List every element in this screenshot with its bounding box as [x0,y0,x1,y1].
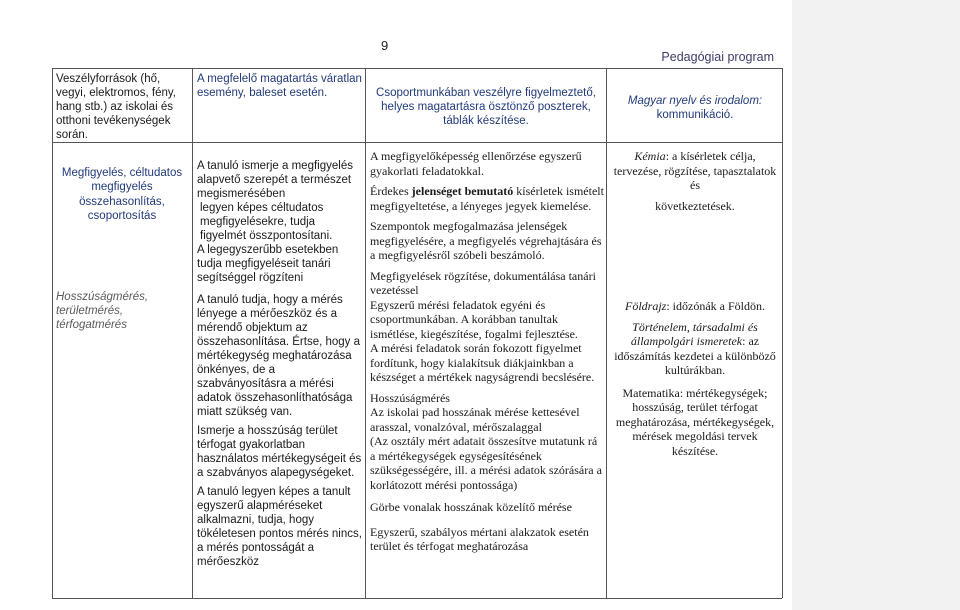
table-bottom-border [52,598,782,599]
requirement-text: A tanuló legyen képes a tanult egyszerű alapméréseket alkalmazni, tudja, hogy tökéletesen pontos mérés nincs, a mérés pontosságát a mérőeszköz [197,486,362,568]
activity-text: Görbe vonalak hosszának közelítő mérése [370,500,572,514]
side-margin [792,0,960,610]
row1-connections-text: kommunikáció. [656,109,734,121]
connections-column [610,149,780,458]
topic-comparison: összehasonlítás, csoportosítás [79,196,165,222]
connection-history [610,320,780,378]
header-title: Pedagógiai program [661,50,774,64]
requirement-text: Ismerje a hosszúság terület térfogat gyakorlatban használatos mértékegységeit és a szabványos alapegységeket. [197,425,362,479]
connection-text: : az időszámítás kezdetei a különböző kultúrákban. [614,334,776,377]
connection-text: következtetések. [655,198,735,213]
activity-text: (Az osztály mért adatait összesítve mutatunk rá a mértékegységek egységesítésének szükségességére, ill. a mérési adatok szórására a korlátozott mérési pontossága) [370,434,602,492]
requirements-column [197,159,362,569]
activity-text: A mérési feladatok során fokozott figyelmet fordítunk, hogy kialakítsuk diákjainkban a készséget a mértékek nagyságrendi becslésére. [370,341,595,384]
subject-magyar: Magyar nyelv és irodalom: [627,95,763,107]
requirement-text: A tanuló tudja, hogy a mérés lényege a mérőeszköz és a mérendő objektum az összehasonlítása. Értse, hogy a mértékegység meghatározása önkényes, de a szabványosításra a mérési adatok összehasonlíthatósága miatt szükség van. [197,294,361,418]
connection-chemistry [610,149,780,193]
activity-text: Egyszerű mérési feladatok egyéni és csoportmunkában. A korábban tanultak ismétlése, kiegészítése, fogalmi fejlesztése. [370,297,578,341]
row1-connections [610,94,780,122]
table-top-border [52,68,782,69]
subject-geography: Földrajz [625,299,667,313]
column-divider [606,68,607,598]
requirement-text: A legegyszerűbb esetekben tudja megfigyeléseit tanári segítséggel rögzíteni [197,244,339,284]
activity-text: Hosszúságmérés [370,390,450,405]
connection-geography [610,299,780,314]
connection-text: : időzónák a Földön. [666,299,765,313]
activity-text: Megfigyelések rögzítése, dokumentálása tanári vezetéssel [370,268,596,297]
row-divider [52,142,782,143]
activity-text: Egyszerű, szabályos mértani alakzatok esetén terület és térfogat meghatározása [370,524,589,553]
row1-activities: Csoportmunkában veszélyre figyelmeztető, helyes magatartásra ösztönző poszterek, táblák készítése. [376,87,596,127]
row1-topics: Veszélyforrások (hő, vegyi, elektromos, fény, hang stb.) az iskolai és otthoni tevékenységek során. [56,73,176,141]
activities-column [370,149,604,560]
table-right-border [782,68,783,598]
activity-text-bold: jelenséget bemutató [411,184,514,198]
requirement-text: legyen képes céltudatos megfigyelésekre, tudja figyelmét összpontosítani. [200,202,333,242]
subject-chemistry: Kémia [634,149,666,163]
activity-text: A megfigyelőképesség ellenőrzése egyszerű gyakorlati feladatokkal. [370,149,582,178]
connection-text: : a kísérletek célja, tervezése, rögzítése, tapasztalatok és [613,149,777,192]
activity-text [370,184,604,213]
activity-text-part: kísérletek ismételt megfigyeltetése, a lényeges jegyek kiemelése. [370,184,604,213]
activity-text: Az iskolai pad hosszának mérése kettesével arasszal, vonalzóval, mérőszalaggal [370,405,580,434]
activity-text-part: Érdekes [370,184,409,198]
requirement-text: A tanuló ismerje a megfigyelés alapvető szerepét a természet megismerésében [197,160,353,200]
topic-observation: Megfigyelés, céltudatos megfigyelés [61,167,183,193]
page-number: 9 [381,38,389,53]
connection-math: Matematika: mértékegységek; hosszúság, terület térfogat meghatározása, mértékegységek, mérések megoldási tervek készítése. [615,385,775,458]
activity-text: Szempontok megfogalmazása jelenségek megfigyelésére, a megfigyelés végrehajtására és a megfigyelésről szóbeli beszámoló. [370,219,602,262]
column-divider [192,68,193,598]
column-divider [365,68,366,598]
table-left-border [52,68,53,598]
subject-history: Történelem, társadalmi és állampolgári ismeretek [630,319,758,348]
topic-measurement: Hosszúságmérés, területmérés, térfogatmérés [56,291,149,331]
row1-requirements: A megfelelő magatartás váratlan esemény, baleset esetén. [197,73,362,99]
